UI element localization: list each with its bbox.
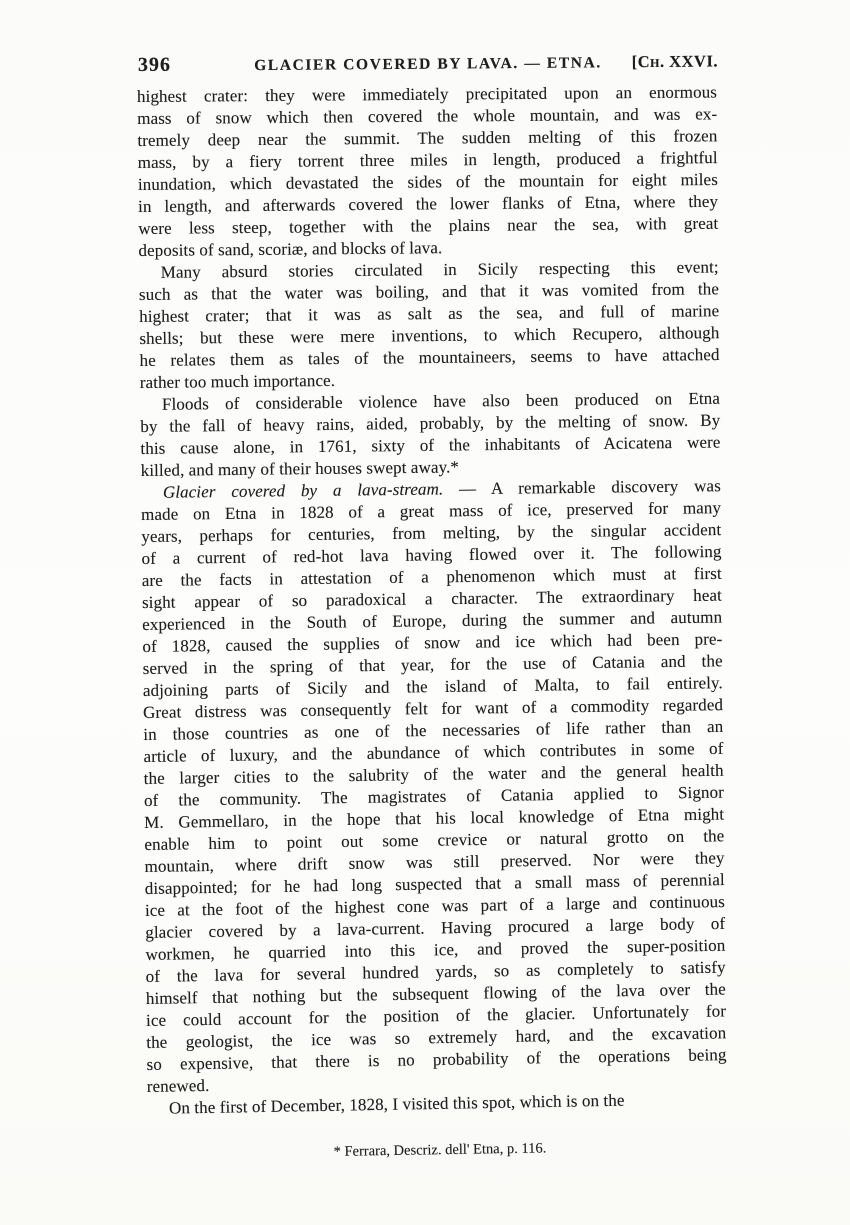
paragraph (136, 82, 719, 262)
paragraph (137, 1090, 717, 1120)
paragraph (137, 388, 721, 482)
text-line: M. Gemmellaro, in the hope that his local knowledge of Etna might (144, 804, 725, 832)
page-number: 396 (137, 53, 172, 76)
text-line: On the first of December, 1828, I visited this spot, which is on the (168, 1090, 625, 1118)
page-header (138, 49, 718, 77)
paragraph (137, 476, 727, 1098)
text-line: years, perhaps for centuries, from melting, by the singular accident (141, 520, 722, 546)
text-line: experienced in the South of Europe, during the summer and autumn (142, 607, 723, 634)
text-line: in length, and afterwards covered the lower flanks of Etna, where they (138, 191, 719, 216)
text-line: adjoining parts of Sicily and the island of Malta, to fail entirely. (142, 673, 723, 700)
text-line: made on Etna in 1828 of a great mass of ice, preserved for many (140, 498, 722, 524)
text-line: of 1828, caused the supplies of snow and ice which had been pre- (142, 629, 723, 656)
text-line: glacier covered by a lava-current. Having procured a large body of (145, 913, 726, 942)
text-line: in those countries as one of the necessaries of life rather than an (143, 716, 724, 744)
text-line: renewed. (146, 1075, 210, 1096)
text-line: Many absurd stories circulated in Sicily respecting this event; (160, 257, 719, 282)
text-line: were less steep, together with the plains near the sea, with great (138, 213, 719, 238)
text-line: the geologist, the ice was so extremely hard, and the excavation (146, 1023, 727, 1052)
text-line: of a current of red-hot lava having flowed over it. The following (141, 541, 722, 568)
text-line: Floods of considerable violence have also been produced on Etna (161, 388, 721, 414)
text-line: disappointed; for he had long suspected that a small mass of perennial (144, 870, 725, 898)
text-line: article of luxury, and the abundance of which contributes in some of (143, 738, 724, 766)
text-line: rather too much importance. (139, 370, 336, 392)
text-line: killed, and many of their houses swept away.* (140, 457, 460, 480)
page-body (136, 82, 727, 1120)
text-line: sight appear of so paradoxical a character. The extraordinary heat (141, 585, 723, 612)
text-line: himself that nothing but the subsequent flowing of the lava over the (145, 979, 726, 1008)
text-line: Great distress was consequently felt for want of a commodity regarded (142, 695, 724, 722)
footnote (150, 1137, 730, 1164)
chapter-reference: [Ch. XXVI. (631, 51, 719, 72)
text-line: by the fall of heavy rains, aided, probably, by the melting of snow. By (140, 410, 721, 436)
text-line: mass of snow which then covered the whole mountain, and was ex- (137, 104, 718, 128)
text-line: Glacier covered by a lava-stream. — A remarkable discovery was (162, 476, 721, 502)
text-line: enable him to point out some crevice or natural grotto on the (144, 826, 725, 854)
running-title: GLACIER COVERED BY LAVA. — ETNA. (254, 54, 602, 75)
text-line: this cause alone, in 1761, sixty of the inhabitants of Acicatena were (140, 432, 721, 458)
text-line: deposits of sand, scoriæ, and blocks of lava. (138, 238, 443, 260)
text-line: workmen, he quarried into this ice, and proved the super-position (145, 935, 726, 964)
text-line: the larger cities to the salubrity of the water and the general health (143, 760, 724, 788)
text-line: served in the spring of that year, for the use of Catania and the (142, 651, 723, 678)
text-line: tremely deep near the summit. The sudden melting of this frozen (137, 126, 718, 150)
paragraph (137, 257, 720, 394)
text-line: shells; but these were mere inventions, to which Recupero, although (139, 323, 720, 348)
text-line: mass, by a fiery torrent three miles in length, produced a frightful (137, 148, 718, 172)
italic-phrase: Glacier covered by a lava-stream. (162, 479, 444, 502)
text-line: such as that the water was boiling, and that it was vomited from the (138, 279, 720, 304)
text-line: ice at the foot of the highest cone was part of a large and continuous (144, 891, 726, 920)
footnote-text: * Ferrara, Descriz. dell' Etna, p. 116. (333, 1140, 547, 1160)
text-line: so expensive, that there is no probability of the operations being (146, 1045, 727, 1074)
text-line: inundation, which devastated the sides of the mountain for eight miles (137, 169, 718, 194)
text-line: highest crater: they were immediately precipitated upon an enormous (136, 82, 718, 106)
text-line: of the community. The magistrates of Catania applied to Signor (143, 782, 725, 810)
text-line: ice could account for the position of the glacier. Unfortunately for (145, 1001, 727, 1030)
text-line: mountain, where drift snow was still preserved. Nor were they (144, 848, 725, 876)
text-line: highest crater; that it was as salt as the sea, and full of marine (139, 301, 720, 326)
text-line: are the facts in attestation of a phenomenon which must at first (141, 563, 722, 590)
text-line: of the lava for several hundred yards, so as completely to satisfy (145, 957, 726, 986)
text-line: he relates them as tales of the mountaineers, seems to have attached (139, 345, 720, 370)
